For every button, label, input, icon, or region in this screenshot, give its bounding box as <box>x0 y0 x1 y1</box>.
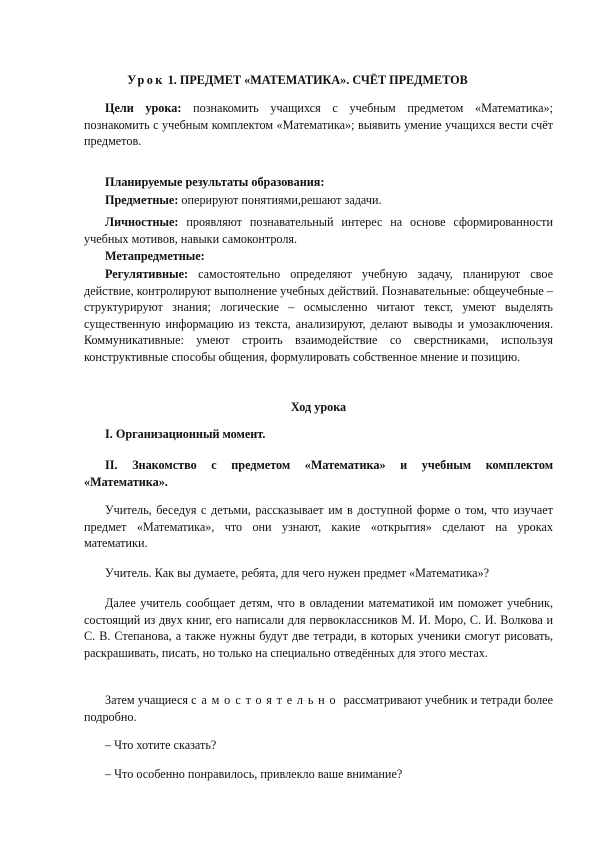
subject-text: оперируют понятиями,решают задачи. <box>178 193 382 207</box>
goals-text: познакомить учащихся с учебным предметом «Математика»; познакомить с учебным комплектом «Математика»; выявить умение учащихся вести счёт предметов. <box>84 101 553 148</box>
personal-results <box>84 214 553 247</box>
regulatory-text: самостоятельно определяют учебную задачу, планируют свое действие, контролируют выполнение учебных действий. Познавательные: общеучебные – структурируют знания; логические – осмысленно читают текст, умеют выделять существенную информацию из текста, анализируют, делают выводы и умозаключения. Коммуникативные: умеют строить взаимодействие со сверстниками, используя конструктивные способы общения, формулировать собственное мнение и позицию. <box>84 267 553 364</box>
paragraph-independent-review <box>84 692 553 725</box>
subject-label: Предметные: <box>105 193 179 207</box>
question-2: – Что особенно понравилось, привлекло ваше внимание? <box>105 767 403 781</box>
paragraph-teacher-question: Учитель. Как вы думаете, ребята, для чего нужен предмет «Математика»? <box>105 566 490 580</box>
title-lesson-word: Урок <box>127 73 165 87</box>
p4-before: Затем учащиеся <box>105 693 192 707</box>
paragraph-teacher-talk: Учитель, беседуя с детьми, рассказывает им в доступной форме о том, что изучает предмет «Математика», что они узнают, какие «открытия» сделают на уроках математики. <box>84 503 553 550</box>
regulatory-label: Регулятивные: <box>105 267 189 281</box>
section-1-heading: I. Организационный момент. <box>105 427 266 441</box>
goals-label: Цели урока: <box>105 101 182 115</box>
p4-after: рассматривают учебник и тетради более подробно. <box>84 693 553 724</box>
paragraph-textbook: Далее учитель сообщает детям, что в овладении математикой им поможет учебник, состоящий из двух книг, его написали для первоклассников М. И. Моро, С. И. Волкова и С. В. Степанова, а также нужны будут две тетради, в которых ученики смогут рисовать, раскрашивать, писать, но только на специально отведённых для этого местах. <box>84 596 553 660</box>
personal-text: проявляют познавательный интерес на основе сформированности учебных мотивов, навыки самоконтроля. <box>84 215 553 246</box>
personal-label: Личностные: <box>105 215 179 229</box>
meta-results-heading: Метапредметные: <box>105 249 205 263</box>
page-title <box>0 72 595 89</box>
question-1: – Что хотите сказать? <box>105 738 217 752</box>
subject-results <box>84 192 553 209</box>
lesson-goals <box>84 100 553 150</box>
p4-spaced-word: самостоятельно <box>191 693 341 707</box>
regulatory-results <box>84 266 553 365</box>
title-text: 1. ПРЕДМЕТ «МАТЕМАТИКА». СЧЁТ ПРЕДМЕТОВ <box>167 73 468 87</box>
section-2-heading: II. Знакомство с предметом «Математика» и учебным комплектом «Математика». <box>84 458 553 489</box>
lesson-flow-heading: Ход урока <box>290 400 347 414</box>
planned-results-heading: Планируемые результаты образования: <box>105 175 325 189</box>
